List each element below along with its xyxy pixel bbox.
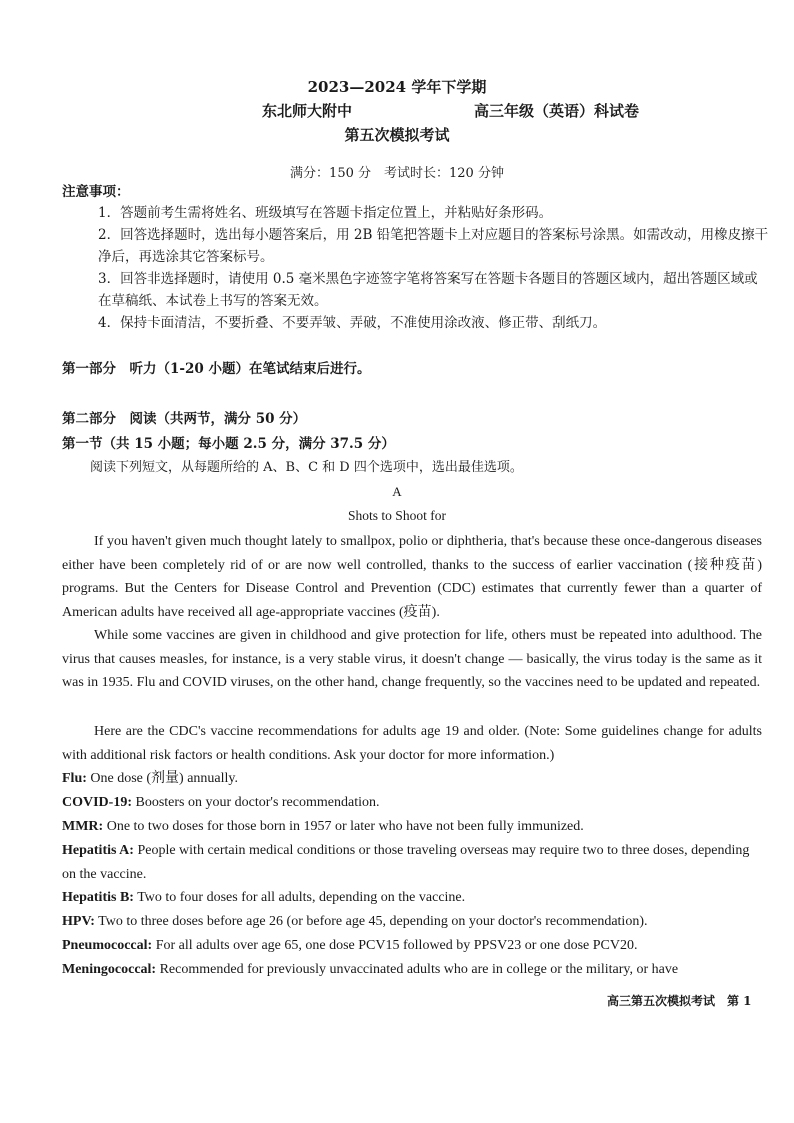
vaccine-item-pneumococcal (62, 934, 762, 958)
vaccine-name: Pneumococcal: (62, 938, 153, 953)
vaccine-text: One to two doses for those born in 1957 or later who have not been fully immunized. (103, 819, 584, 834)
vaccine-name: COVID-19: (62, 795, 132, 810)
vaccine-item-hepatitis-b (62, 886, 762, 910)
passage-paragraph-1: If you haven't given much thought lately to smallpox, polio or diphtheria, that's because these once-dangerous diseases either have been completely rid of or are now well controlled, thanks to the success of earlier vaccination (接种疫苗) programs. But the Centers for Disease Control and Prevention (CDC) estimates that currently fewer than a quarter of American adults have received all age-appropriate vaccines (疫苗). (62, 534, 762, 620)
passage-title: Shots to Shoot for (348, 508, 446, 523)
part2-heading: 第二部分 阅读（共两节，满分 50 分） (62, 411, 307, 427)
page-footer: 高三第五次模拟考试 第 1 (607, 994, 752, 1008)
part1-heading: 第一部分 听力（1-20 小题）在笔试结束后进行。 (62, 361, 371, 377)
vaccine-name: Hepatitis B: (62, 890, 134, 905)
vaccine-name: Meningococcal: (62, 962, 157, 977)
vaccine-item-flu (62, 767, 762, 791)
passage-paragraph-2: While some vaccines are given in childhood and give protection for life, others must be repeated into adulthood. The virus that causes measles, for instance, is a very stable virus, it doesn't change — basically, the virus today is the same as it was in 1935. Flu and COVID viruses, on the other hand, change frequently, so the vaccines need to be updated and repeated. (62, 628, 762, 690)
vaccine-text: Two to four doses for all adults, depending on the vaccine. (133, 890, 466, 905)
school-name: 东北师大附中 (262, 102, 353, 120)
year-term-title: 2023—2024 学年下学期 (307, 78, 487, 96)
section1-heading: 第一节（共 15 小题；每小题 2.5 分，满分 37.5 分） (62, 436, 395, 452)
vaccine-text: Recommended for previously unvaccinated adults who are in college or the military, or have (156, 962, 679, 977)
vaccine-text: Two to three doses before age 26 (or before age 45, depending on your doctor's recommendation). (94, 914, 648, 929)
notice-item-4: 4．保持卡面清洁，不要折叠、不要弄皱、弄破，不准使用涂改液、修正带、刮纸刀。 (98, 315, 607, 331)
vaccine-item-meningococcal (62, 958, 762, 982)
notice-heading: 注意事项： (62, 184, 130, 200)
passage-letter: A (392, 484, 402, 499)
vaccine-text: One dose (剂量) annually. (86, 771, 238, 786)
reading-instruction: 阅读下列短文，从每题所给的 A、B、C 和 D 四个选项中，选出最佳选项。 (90, 460, 523, 475)
passage-paragraph-3: Here are the CDC's vaccine recommendations for adults age 19 and older. (Note: Some guidelines change for adults with additional risk factors or health conditions. Ask your doctor for more information.) (62, 724, 762, 763)
exam-name: 高三年级（英语）科试卷 (474, 102, 640, 120)
notice-item-2: 2．回答选择题时，选出每小题答案后，用 2B 铅笔把答题卡上对应题目的答案标号涂黑。如需改动，用橡皮擦干净后，再选涂其它答案标号。 (98, 227, 769, 265)
vaccine-name: Flu: (62, 771, 87, 786)
notice-item-3: 3．回答非选择题时，请使用 0.5 毫米黑色字迹签字笔将答案写在答题卡各题目的答题区域内，超出答题区域或在草稿纸、本试卷上书写的答案无效。 (98, 271, 758, 309)
vaccine-item-hepatitis-a (62, 839, 762, 886)
vaccine-name: Hepatitis A: (62, 843, 134, 858)
score-info: 满分：150 分 考试时长：120 分钟 (290, 166, 504, 181)
vaccine-item-hpv (62, 910, 762, 934)
vaccine-name: HPV: (62, 914, 95, 929)
vaccine-name: MMR: (62, 819, 104, 834)
vaccine-text: For all adults over age 65, one dose PCV15 followed by PPSV23 or one dose PCV20. (152, 938, 638, 953)
vaccine-item-mmr (62, 815, 762, 839)
session-title: 第五次模拟考试 (344, 126, 450, 144)
notice-item-1: 1．答题前考生需将姓名、班级填写在答题卡指定位置上，并粘贴好条形码。 (98, 205, 553, 221)
vaccine-item-covid (62, 791, 762, 815)
vaccine-text: People with certain medical conditions or those traveling overseas may require two to three doses, depending on the vaccine. (62, 843, 750, 882)
vaccine-text: Boosters on your doctor's recommendation. (132, 795, 380, 810)
